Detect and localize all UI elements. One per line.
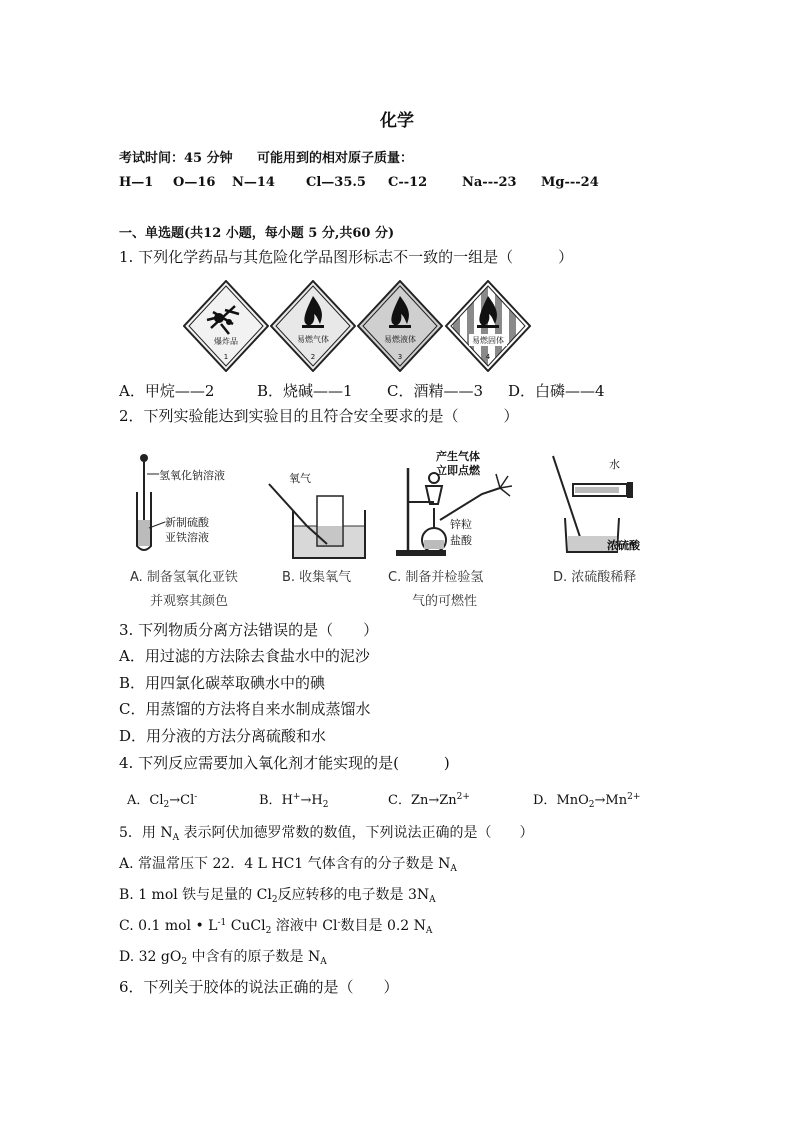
figA-label2: 新制硫酸 [165, 516, 209, 529]
figA-label3: 亚铁溶液 [165, 531, 209, 544]
sign2-number: 2 [310, 353, 316, 361]
page-title: 化学 [380, 111, 414, 131]
q5-stem: 5．用 $N_A$ 表示阿伏加德罗常数的数值，下列说法正确的是（ ） [119, 825, 534, 843]
q3-option-a: A．用过滤的方法除去食盐水中的泥沙 [119, 647, 370, 665]
atomic-mass-h: H—1 [119, 175, 154, 190]
q5-option-b: B. 1 mol 铁与足量的 $Cl_2$反应转移的电子数是 $3N_A$ [119, 887, 436, 905]
figA-caption1: A. 制备氢氧化亚铁 [130, 570, 238, 585]
q1-option-c: C．酒精——3 [387, 382, 484, 400]
q4-option-c: C．$Zn\to Zn^{2+}$ [388, 792, 470, 808]
figA-label1: 氢氧化钠溶液 [159, 469, 225, 482]
q4-option-a: A．$Cl_2\to Cl^-$ [127, 792, 198, 810]
figC-label2: 立即点燃 [436, 464, 480, 477]
q5-option-a: A. 常温常压下 22．4 L HC1 气体含有的分子数是 $N_A$ [119, 856, 457, 874]
figA-caption2: 并观察其颜色 [150, 594, 229, 609]
q4-option-b: B．$H^+\to H_2$ [259, 792, 329, 810]
sign4-number: 4 [485, 353, 491, 361]
figC-caption2: 气的可燃性 [412, 594, 478, 609]
atomic-mass-o: O—16 [173, 175, 216, 190]
figD-label1: 水 [609, 458, 620, 471]
q1-option-d: D．白磷——4 [508, 382, 605, 400]
atomic-mass-na: Na---23 [462, 175, 517, 190]
hazard-sign-flammable-gas [270, 280, 356, 376]
sign3-label: 易燃液体 [384, 335, 416, 344]
q2-figure-d [545, 452, 665, 564]
section-heading: 一、单选题(共12 小题，每小题 5 分,共60 分) [119, 226, 395, 241]
q5-option-c: C. 0.1 mol • $L^{-1}$ CuCl$_2$ 溶液中 Cl-数目是 0.2 $N_A$ [119, 918, 433, 936]
q3-option-d: D．用分液的方法分离硫酸和水 [119, 727, 327, 745]
hazard-sign-explosive [183, 280, 269, 376]
q1-option-b: B．烧碱——1 [257, 382, 353, 400]
q1-stem: 1. 下列化学药品与其危险化学品图形标志不一致的一组是（ ） [119, 248, 574, 266]
atomic-mass-label: 可能用到的相对原子质量： [257, 151, 414, 166]
figD-caption1: D. 浓硫酸稀释 [553, 570, 637, 585]
atomic-mass-cl: Cl—35.5 [306, 175, 366, 190]
figC-caption1: C. 制备并检验氢 [388, 570, 484, 585]
q2-stem: 2．下列实验能达到实验目的且符合安全要求的是（ ） [119, 407, 519, 425]
figC-label3: 锌粒 [450, 518, 472, 531]
hazard-sign-flammable-liquid [357, 280, 443, 376]
sign1-label: 爆炸品 [214, 337, 238, 346]
figC-label1: 产生气体 [436, 450, 480, 463]
sign1-number: 1 [223, 353, 229, 361]
sign3-number: 3 [397, 353, 403, 361]
hazard-sign-flammable-solid [445, 280, 531, 376]
atomic-mass-n: N—14 [232, 175, 275, 190]
figC-label4: 盐酸 [450, 534, 472, 547]
q4-option-d: D．$MnO_2\to Mn^{2+}$ [533, 792, 641, 810]
figB-label1: 氧气 [289, 472, 311, 485]
sign2-label: 易燃气体 [297, 335, 329, 344]
figD-label2: 浓硫酸 [607, 539, 640, 552]
figB-caption1: B. 收集氧气 [282, 570, 352, 585]
q2-figure-a [125, 452, 275, 566]
q6-stem: 6．下列关于胶体的说法正确的是（ ） [119, 978, 399, 996]
q3-option-b: B．用四氯化碳萃取碘水中的碘 [119, 674, 326, 692]
q5-option-d: D. 32 $gO_2$ 中含有的原子数是 $N_A$ [119, 949, 327, 967]
atomic-mass-mg: Mg---24 [541, 175, 599, 190]
q3-stem: 3. 下列物质分离方法错误的是（ ） [119, 621, 379, 639]
q3-option-c: C．用蒸馏的方法将自来水制成蒸馏水 [119, 700, 371, 718]
exam-time: 考试时间：45 分钟 [119, 151, 233, 166]
q4-stem: 4. 下列反应需要加入氧化剂才能实现的是( ) [119, 754, 450, 772]
q1-option-a: A．甲烷——2 [119, 382, 215, 400]
sign4-label: 易燃固体 [472, 336, 504, 345]
q2-figure-c [390, 448, 530, 564]
atomic-mass-c: C--12 [388, 175, 428, 190]
q2-figure-b [265, 470, 375, 564]
